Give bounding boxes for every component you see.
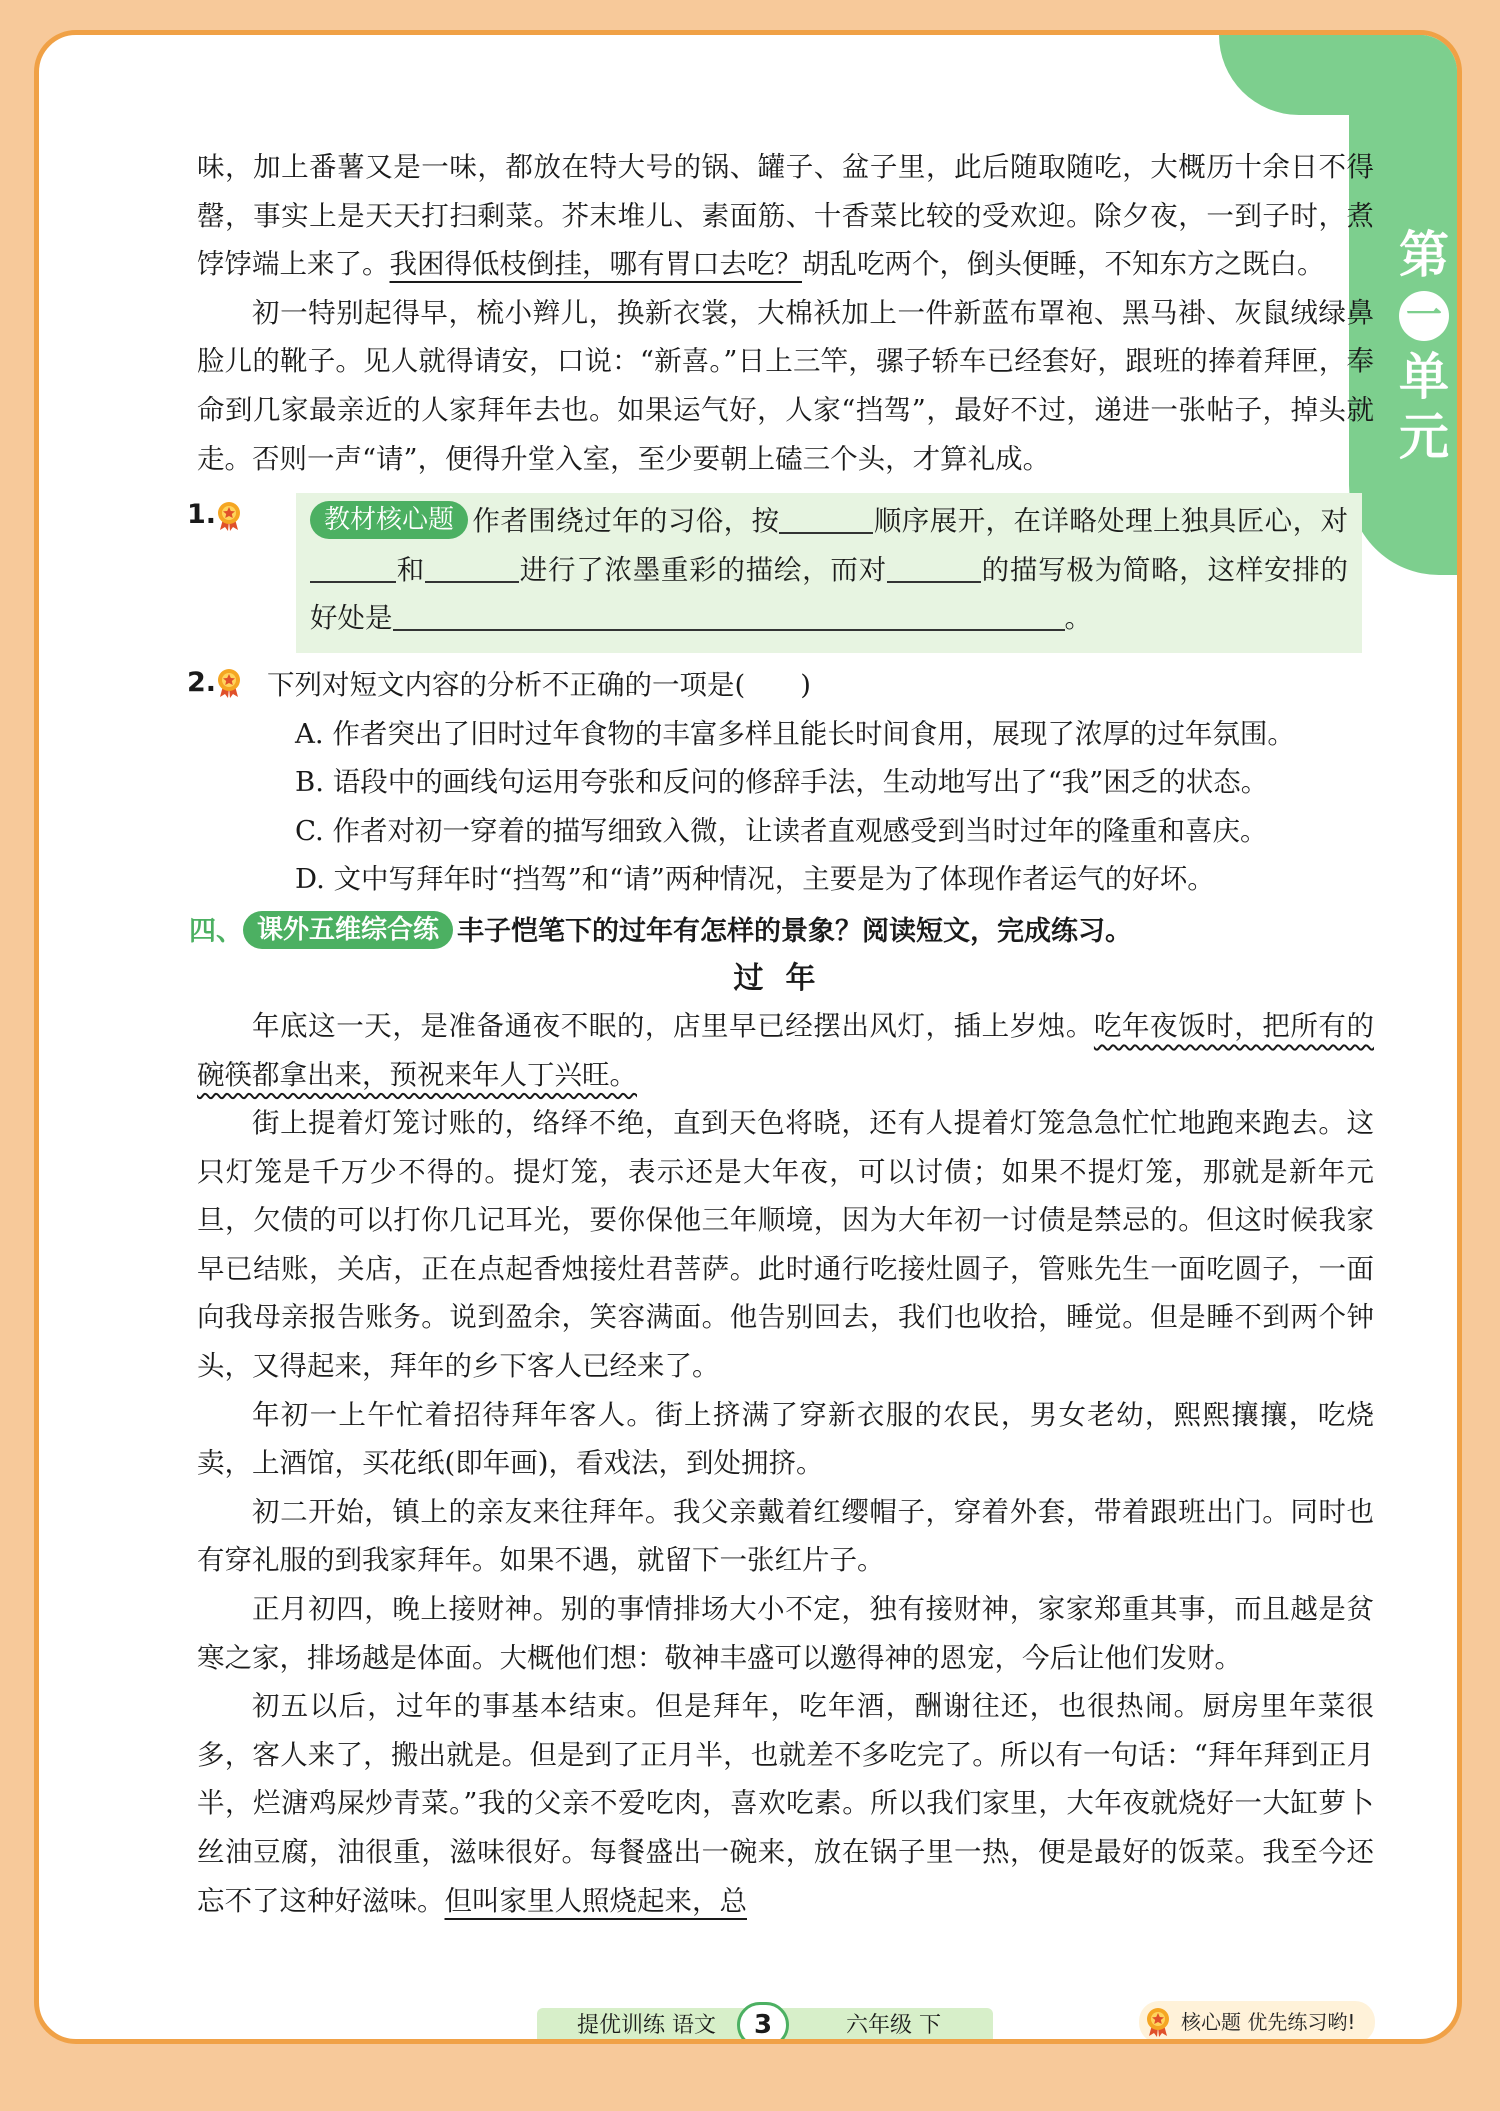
core-question-tag: 教材核心题 xyxy=(310,501,468,539)
footer xyxy=(537,2008,993,2044)
passage2-title: 过年 xyxy=(733,960,838,996)
answer-blank-2[interactable] xyxy=(310,553,396,583)
medal-icon xyxy=(1145,2007,1171,2037)
passage1-para1: 味，加上番薯又是一味，都放在特大号的锅、罐子、盆子里，此后随取随吃，大概历十余日不得罄，事实上是天天打扫剩菜。芥末堆儿、素面筋、十香菜比较的受欢迎。除夕夜，一到子时，煮饽饽端上来了。我困得低枝倒挂，哪有胃口去吃？胡乱吃两个，倒头便睡，不知东方之既白。 xyxy=(197,151,1374,281)
option-c[interactable]: C. 作者对初一穿着的描写细致入微，让读者直观感受到当时过年的隆重和喜庆。 xyxy=(295,814,1268,847)
passage2-para4: 初二开始，镇上的亲友来往拜年。我父亲戴着红缨帽子，穿着外套，带着跟班出门。同时也有穿礼服的到我家拜年。如果不遇，就留下一张红片子。 xyxy=(197,1495,1374,1577)
question-1-number: 1. xyxy=(187,499,242,531)
answer-blank-5[interactable] xyxy=(393,602,1065,632)
section-4-heading xyxy=(189,908,1374,956)
footer-grade: 六年级 下 xyxy=(846,2013,941,2038)
underlined-sentence: 我困得低枝倒挂，哪有胃口去吃？ xyxy=(389,248,802,281)
question-1-box: 教材核心题 作者围绕过年的习俗，按 顺序展开，在详略处理上独具匠心，对和 进行了浓墨重彩的描绘，而对 的描写极为简略，这样安排的好处是 。 xyxy=(296,493,1362,653)
unit-number: 一 xyxy=(1399,291,1449,341)
passage1-para2: 初一特别起得早，梳小辫儿，换新衣裳，大棉袄加上一件新蓝布罩袍、黑马褂、灰鼠绒绿鼻脸儿的靴子。见人就得请安，口说：“新喜。”日上三竿，骡子轿车已经套好，跟班的捧着拜匣，奉命到几家最亲近的人家拜年去也。如果运气好，人家“挡驾”，最好不过，递进一张帖子，掉头就走。否则一声“请”，便得升堂入室，至少要朝上磕三个头，才算礼成。 xyxy=(197,296,1374,475)
question-1 xyxy=(187,493,1374,653)
passage2-para3: 年初一上午忙着招待拜年客人。街上挤满了穿新衣服的农民，男女老幼，熙熙攘攘，吃烧卖，上酒馆，买花纸(即年画)，看戏法，到处拥挤。 xyxy=(197,1398,1374,1480)
question-2 xyxy=(187,661,1374,904)
unit-tab-corner xyxy=(1219,35,1462,115)
page-number: 3 xyxy=(737,2002,789,2044)
answer-blank-3[interactable] xyxy=(425,553,519,583)
passage2-para2: 街上提着灯笼讨账的，络绎不绝，直到天色将晓，还有人提着灯笼急急忙忙地跑来跑去。这只灯笼是千万少不得的。提灯笼，表示还是大年夜，可以讨债；如果不提灯笼，那就是新年元旦，欠债的可以打你几记耳光，要你保他三年顺境，因为大年初一讨债是禁忌的。但这时候我家早已结账，关店，正在点起香烛接灶君菩萨。此时通行吃接灶圆子，管账先生一面吃圆子，一面向我母亲报告账务。说到盈余，笑容满面。他告别回去，我们也收拾，睡觉。但是睡不到两个钟头，又得起来，拜年的乡下客人已经来了。 xyxy=(197,1107,1374,1383)
passage2-para6: 初五以后，过年的事基本结束。但是拜年，吃年酒，酬谢往还，也很热闹。厨房里年菜很多，客人来了，搬出就是。但是到了正月半，也就差不多吃完了。所以有一句话：“拜年拜到正月半，烂溏鸡屎炒青菜。”我的父亲不爱吃肉，喜欢吃素。所以我们家里，大年夜就烧好一大缸萝卜丝油豆腐，油很重，滋味很好。每餐盛出一碗来，放在锅子里一热，便是最好的饭菜。我至今还忘不了这种好滋味。但叫家里人照烧起来，总 xyxy=(197,1690,1374,1917)
extracurricular-tag: 课外五维综合练 xyxy=(243,911,453,949)
question-2-stem: 下列对短文内容的分析不正确的一项是( ) xyxy=(267,668,811,701)
core-badge xyxy=(1139,2001,1375,2043)
medal-icon xyxy=(216,501,242,531)
footer-book: 提优训练 语文 xyxy=(577,2013,716,2038)
page xyxy=(34,30,1462,2044)
section-4-label: 四、 xyxy=(189,915,243,947)
underlined-sentence-2: 但叫家里人照烧起来，总 xyxy=(444,1884,747,1917)
section-4-text: 丰子恺笔下的过年有怎样的景象？阅读短文，完成练习。 xyxy=(457,915,1133,947)
option-b[interactable]: B. 语段中的画线句运用夸张和反问的修辞手法，生动地写出了“我”困乏的状态。 xyxy=(295,766,1269,799)
medal-icon xyxy=(216,668,242,698)
option-d[interactable]: D. 文中写拜年时“挡驾”和“请”两种情况，主要是为了体现作者运气的好坏。 xyxy=(295,863,1215,896)
passage2-para5: 正月初四，晚上接财神。别的事情排场大小不定，独有接财神，家家郑重其事，而且越是贫寒之家，排场越是体面。大概他们想：敬神丰盛可以邀得神的恩宠，今后让他们发财。 xyxy=(197,1593,1374,1674)
unit-suffix-1: 单 xyxy=(1399,348,1449,406)
answer-blank-4[interactable] xyxy=(887,553,981,583)
unit-suffix-2: 元 xyxy=(1399,408,1449,466)
option-a[interactable]: A. 作者突出了旧时过年食物的丰富多样且能长时间食用，展现了浓厚的过年氛围。 xyxy=(295,717,1295,750)
question-2-number: 2. xyxy=(187,667,242,699)
unit-prefix: 第 xyxy=(1399,226,1449,284)
content xyxy=(187,143,1374,1925)
wavy-underlined-sentence: 吃年夜饭时，把所有的碗筷都拿出来，预祝来年人丁兴旺。 xyxy=(197,1009,1374,1091)
passage2-para1: 年底这一天，是准备通夜不眠的，店里早已经摆出风灯，插上岁烛。吃年夜饭时，把所有的碗筷都拿出来，预祝来年人丁兴旺。 xyxy=(197,1009,1374,1091)
core-badge-text: 核心题 优先练习哟! xyxy=(1181,2010,1356,2034)
answer-blank-1[interactable] xyxy=(779,505,873,535)
